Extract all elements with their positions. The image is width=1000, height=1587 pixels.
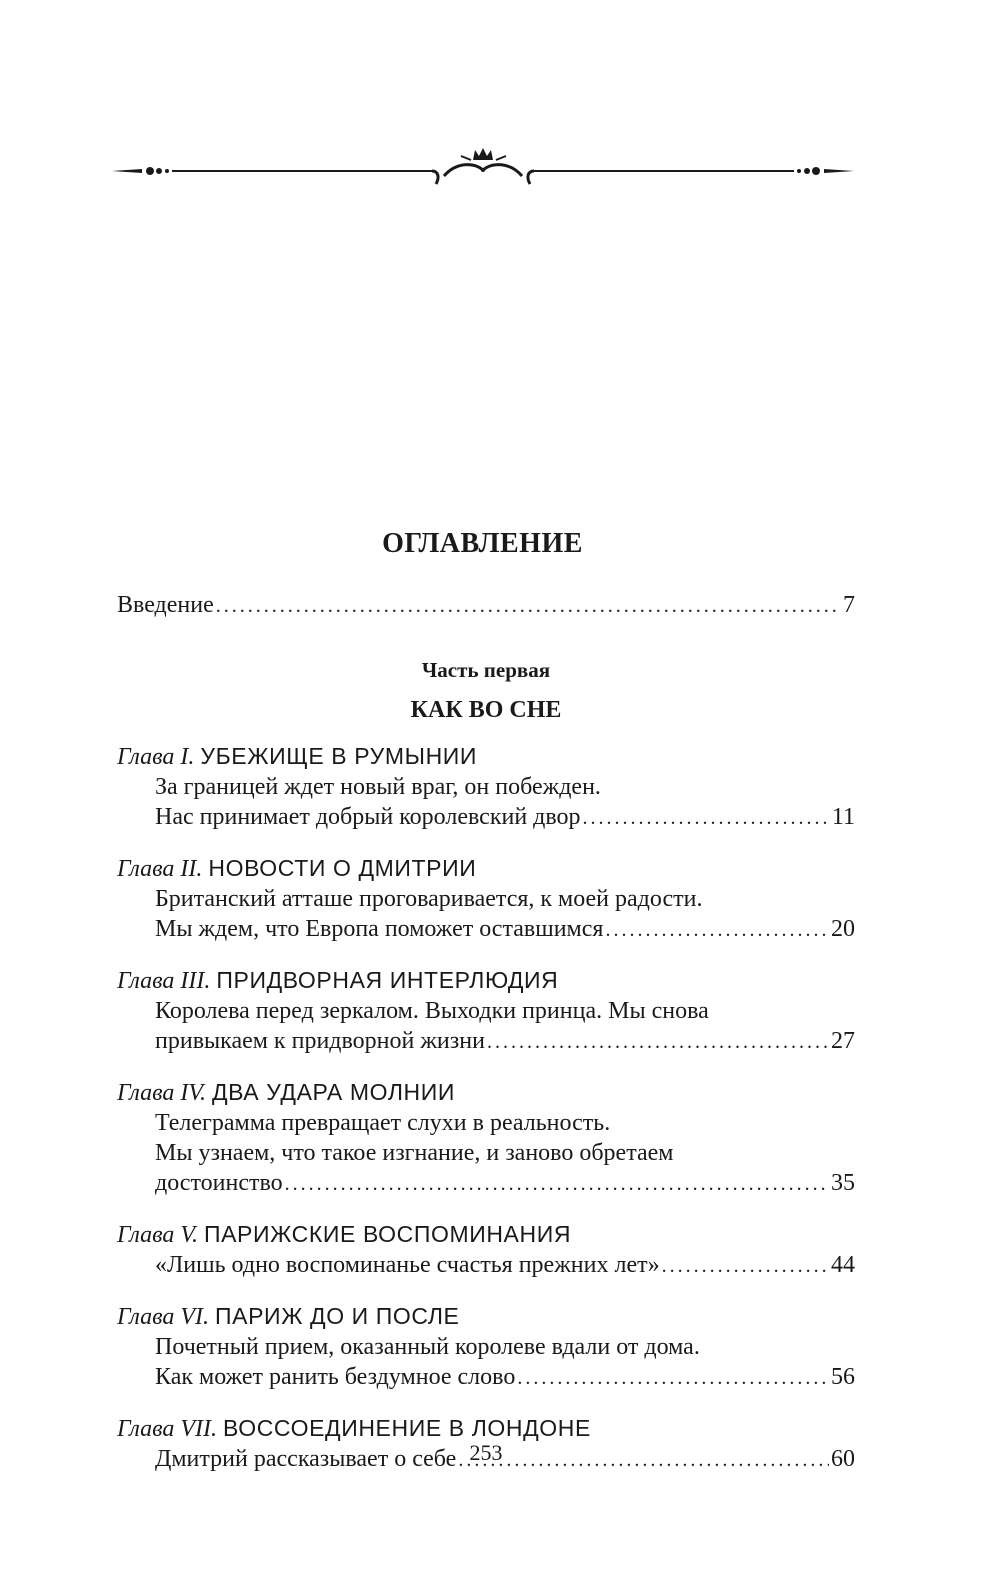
chapter-title: ПАРИЖ ДО И ПОСЛЕ: [215, 1303, 460, 1329]
page-number: 27: [831, 1028, 855, 1054]
description-line: Как может ранить бездумное слово: [155, 1364, 516, 1390]
chapter-title: НОВОСТИ О ДМИТРИИ: [208, 855, 477, 881]
toc-entry-introduction[interactable]: [117, 590, 855, 621]
chapter-description: [117, 1108, 855, 1199]
dot-leader: [487, 1026, 829, 1057]
chapter-number: Глава II.: [117, 856, 203, 882]
toc-chapter[interactable]: [117, 1077, 855, 1199]
chapter-heading: [117, 853, 855, 884]
chapter-title: ВОССОЕДИНЕНИЕ В ЛОНДОНЕ: [223, 1415, 591, 1441]
chapter-description: [117, 1332, 855, 1393]
toc-chapter[interactable]: [117, 965, 855, 1057]
ornament-divider-crown: [112, 140, 854, 190]
description-line: «Лишь одно воспоминанье счастья прежних лет»: [155, 1252, 660, 1278]
chapter-list: [117, 741, 855, 1475]
chapter-title: УБЕЖИЩЕ В РУМЫНИИ: [200, 743, 478, 769]
page-number: 7: [843, 592, 855, 618]
chapter-title: ПРИДВОРНАЯ ИНТЕРЛЮДИЯ: [216, 967, 559, 993]
chapter-description: [117, 1250, 855, 1281]
description-last-line: [155, 1026, 855, 1057]
chapter-description: [117, 884, 855, 945]
description-line: Мы узнаем, что такое изгнание, и заново обретаем: [155, 1140, 674, 1166]
chapter-heading: [117, 965, 855, 996]
page-number: 44: [831, 1252, 855, 1278]
table-of-contents: [117, 590, 855, 1475]
chapter-description: [117, 772, 855, 833]
dot-leader: [605, 914, 829, 945]
description-line: Почетный прием, оказанный королеве вдали от дома.: [155, 1334, 700, 1360]
dot-leader: [216, 590, 841, 621]
page-title: ОГЛАВЛЕНИЕ: [382, 528, 583, 559]
part-title: КАК ВО СНЕ: [410, 697, 562, 723]
page-number: 60: [831, 1446, 855, 1472]
description-last-line: [155, 802, 855, 833]
chapter-number: Глава VII.: [117, 1416, 218, 1442]
description-line: Телеграмма превращает слухи в реальность.: [155, 1110, 611, 1136]
page-folio: 253: [469, 1440, 503, 1465]
chapter-number: Глава I.: [117, 744, 195, 770]
description-line: Королева перед зеркалом. Выходки принца. Мы снова: [155, 998, 709, 1024]
chapter-description: [117, 996, 855, 1057]
page-number: 35: [831, 1170, 855, 1196]
page-number: 20: [831, 916, 855, 942]
description-last-line: [155, 914, 855, 945]
description-line: достоинство: [155, 1170, 283, 1196]
chapter-heading: [117, 1219, 855, 1250]
page-number: 56: [831, 1364, 855, 1390]
description-line: Дмитрий рассказывает о себе: [155, 1446, 457, 1472]
toc-chapter[interactable]: [117, 853, 855, 945]
description-last-line: [155, 1250, 855, 1281]
description-line: Британский атташе проговаривается, к моей радости.: [155, 886, 703, 912]
dot-leader: [285, 1168, 829, 1199]
chapter-heading: [117, 741, 855, 772]
dot-leader: [662, 1250, 829, 1281]
toc-chapter[interactable]: [117, 741, 855, 833]
toc-chapter[interactable]: [117, 1301, 855, 1393]
chapter-heading: [117, 1301, 855, 1332]
part-label: Часть первая: [421, 658, 551, 682]
toc-chapter[interactable]: [117, 1219, 855, 1281]
chapter-title: ПАРИЖСКИЕ ВОСПОМИНАНИЯ: [203, 1221, 572, 1247]
chapter-number: Глава IV.: [117, 1080, 206, 1106]
description-line: Мы ждем, что Европа поможет оставшимся: [155, 916, 604, 942]
entry-label: Введение: [117, 592, 214, 618]
chapter-title: ДВА УДАРА МОЛНИИ: [211, 1079, 456, 1105]
chapter-heading: [117, 1077, 855, 1108]
dot-leader: [583, 802, 830, 833]
description-last-line: [155, 1168, 855, 1199]
description-line: За границей ждет новый враг, он побежден.: [155, 774, 601, 800]
dot-leader: [517, 1362, 829, 1393]
chapter-number: Глава V.: [117, 1222, 198, 1248]
chapter-number: Глава VI.: [117, 1304, 210, 1330]
description-line: Нас принимает добрый королевский двор: [155, 804, 581, 830]
description-line: привыкаем к придворной жизни: [155, 1028, 485, 1054]
description-last-line: [155, 1362, 855, 1393]
chapter-number: Глава III.: [117, 968, 211, 994]
page-number: 11: [831, 804, 855, 830]
